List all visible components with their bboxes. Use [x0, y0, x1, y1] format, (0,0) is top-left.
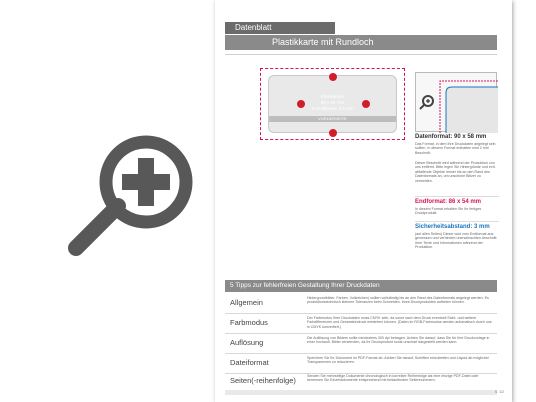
end-format-heading: Endformat: 86 x 54 mm [415, 199, 482, 205]
bleed-text: Dieser Beschnitt wird während der Produktion von uns entfernt. Bitte legen Sie Hintergründe und evtl. abfallende Objekte immer bis an den Rand des Datenformats an, um unschöne Blitzer zu vermeiden. [415, 161, 496, 183]
card-band: VORDERSEITE [269, 116, 396, 122]
card-diagram [260, 68, 405, 140]
tip-text: Speichern Sie Ihr Dokument im PDF-Format ab. Achten Sie darauf, Schriften einzubetten und Layout ab möglichst Transparenzen zu reduzieren. [307, 356, 489, 365]
hole-left [297, 100, 305, 108]
page-title: Datenblatt [225, 22, 335, 34]
card-note: Schnittkante: 3,5 mm [311, 106, 354, 111]
tip-text: Hintergrundbilder, Farben, Vollzeichen) sollten vollständig bis an den Rand des Datenformats angelegt werden. Es produktionstechnisch kleinere Toleranzen beim Schneiden. Ihres Druckproduktes auftreten können. [307, 296, 489, 305]
corner-detail [415, 72, 497, 132]
tip-label: Dateiformat [230, 358, 269, 367]
hole-bottom [329, 129, 337, 137]
tip-label: Farbmodus [230, 318, 268, 327]
page-subtitle: Plastikkarte mit Rundloch [225, 35, 497, 50]
divider [225, 54, 497, 55]
hole-top [329, 73, 337, 81]
tip-text: Die Auflösung von Bildern sollte mindestens 300 dpi betragen. Achten Sie darauf, dass Sie für Ihre Druckvorlage in einer hochaufl. Bilder verwenden, da Ihr Druckprodukt sonst unscharf dargestellt werden kann. [307, 336, 490, 345]
tip-row [225, 314, 497, 334]
page-footer [225, 390, 497, 395]
bleed-note [415, 160, 499, 183]
page-number: S. 1/2 [494, 390, 504, 394]
tips-heading: 5 Tipps zur fehlerfreien Gestaltung Ihrer Druckdaten [225, 280, 497, 292]
card-shape [268, 75, 397, 133]
divider [415, 221, 499, 222]
format-info [415, 134, 499, 155]
tip-row [225, 294, 497, 314]
end-format-text: In diesem Format erhalten Sie Ihr fertiges Druckprodukt. [415, 207, 482, 216]
tip-row [225, 354, 497, 374]
tip-row [225, 372, 497, 392]
tip-row [225, 334, 497, 354]
card-label: Plastikkarte [320, 94, 345, 99]
datasheet-page [215, 0, 512, 402]
tip-text: Senden Sie mehrseitige Dokumente chronologisch in korrekter Reihenfolge als eine einzige PDF-Datei oder benennen Sie Einzeldokumente entsprechend mit fortlaufenden Seitennummern. [307, 374, 479, 383]
hole-right [362, 100, 370, 108]
safety-heading: Sicherheitsabstand: 3 mm [415, 224, 490, 230]
corner-detail-drawing [416, 73, 498, 133]
zoom-in-icon[interactable] [58, 120, 208, 270]
safety-info [415, 224, 499, 250]
format-heading: Datenformat: 90 x 58 mm [415, 134, 487, 140]
safety-text: (auf allen Seiten) Dieser wird vom Endformat aus gemessen und verhindert unerwünschten Anschnitt Ihrer Texte und Informationen während der Produktion. [415, 232, 497, 250]
divider [415, 196, 499, 197]
tip-text: Der Farbmodus Ihrer Druckdaten muss CMYK sein, da sonst nach dem Druck eventuell Sicht- und weitere Farbdifferenzen und Gesamteindruck entstehen können. (Daten im RGB-Farbmodus werden automatisch durch uns in CMYK konvertiert.) [307, 316, 492, 329]
end-format-info [415, 199, 499, 216]
tip-label: Seiten(-reihenfolge) [230, 376, 296, 385]
tip-label: Allgemein [230, 298, 263, 307]
tip-label: Auflösung [230, 338, 264, 347]
format-text: Das Format, in dem Ihre Druckdaten angelegt sein sollten. In diesem Format enthalten sind 2 mm Beschnitt. [415, 142, 496, 155]
zoom-in-small-icon [420, 96, 433, 109]
card-size: 86 x 54 mm [320, 100, 345, 105]
